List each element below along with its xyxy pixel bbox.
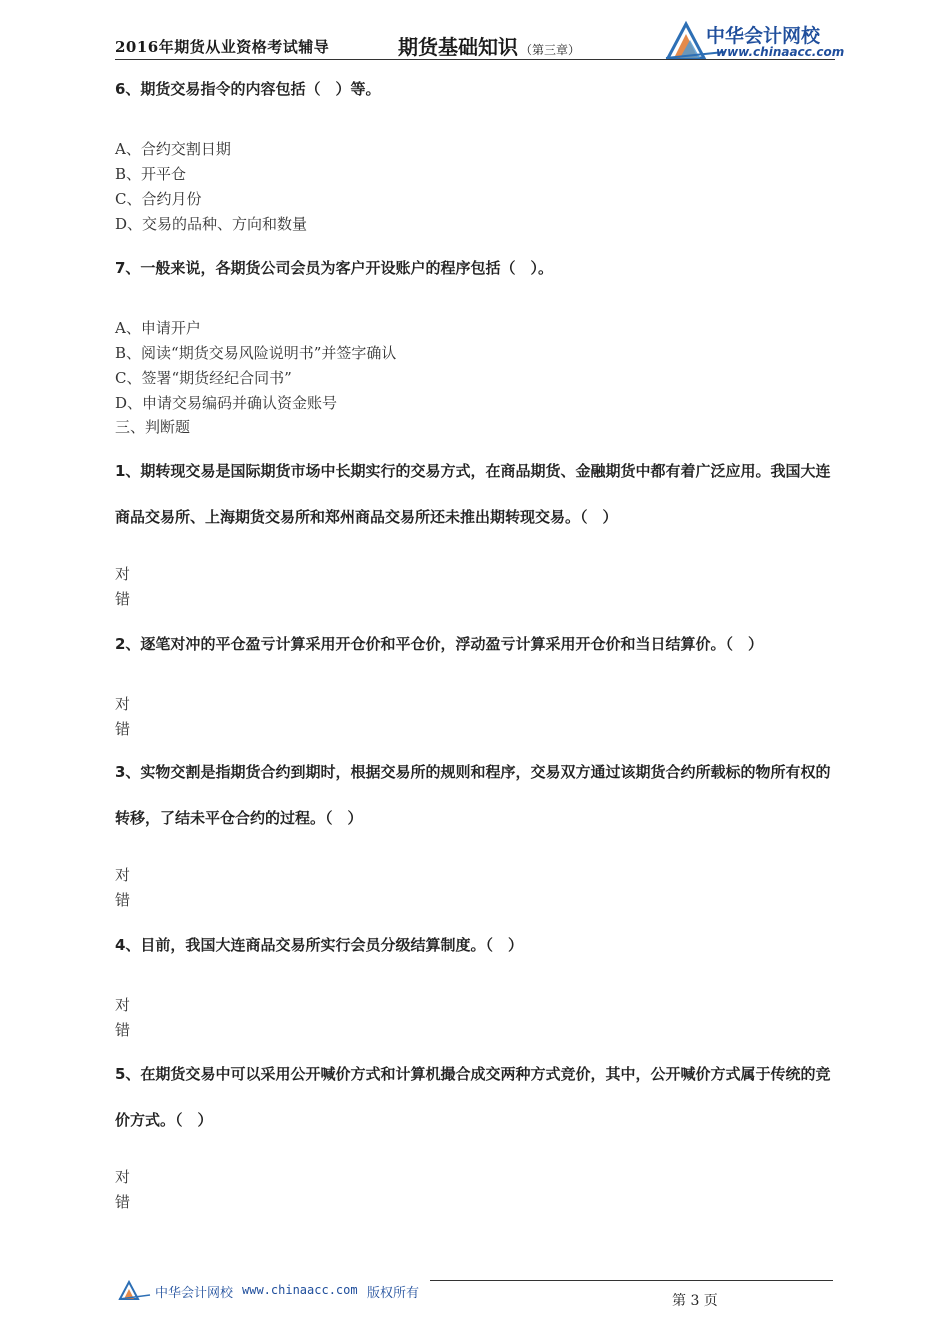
tf5-option-false[interactable]: 错 bbox=[115, 1193, 131, 1211]
tf3-option-true[interactable]: 对 bbox=[115, 866, 131, 884]
tf-question-5: 5、在期货交易中可以采用公开喊价方式和计算机撮合成交两种方式竞价，其中，公开喊价方式属于传统的竞价方式。（ ） bbox=[115, 1065, 831, 1129]
q7-option-a[interactable]: A、申请开户 bbox=[115, 319, 201, 337]
chapter-label: （第三章） bbox=[520, 43, 581, 57]
tf3-option-false[interactable]: 错 bbox=[115, 891, 131, 909]
tf1-option-false[interactable]: 错 bbox=[115, 590, 131, 608]
footer-url-link[interactable]: www.chinaacc.com bbox=[242, 1283, 358, 1297]
q6-option-a[interactable]: A、合约交割日期 bbox=[115, 140, 231, 158]
q6-option-c[interactable]: C、合约月份 bbox=[115, 190, 202, 208]
tf-question-2: 2、逐笔对冲的平仓盈亏计算采用开仓价和平仓价，浮动盈亏计算采用开仓价和当日结算价。（ ） bbox=[115, 635, 763, 653]
q7-option-d[interactable]: D、申请交易编码并确认资金账号 bbox=[115, 394, 338, 412]
q7-option-c[interactable]: C、签署“期货经纪合同书” bbox=[115, 369, 292, 387]
footer-copyright: 版权所有 bbox=[367, 1286, 420, 1301]
q6-option-b[interactable]: B、开平仓 bbox=[115, 165, 187, 183]
page-number: 第 3 页 bbox=[672, 1293, 718, 1309]
tf-question-3: 3、实物交割是指期货合约到期时，根据交易所的规则和程序，交易双方通过该期货合约所载标的物所有权的转移，了结未平仓合约的过程。（ ） bbox=[115, 763, 831, 827]
tf-question-4: 4、目前，我国大连商品交易所实行会员分级结算制度。（ ） bbox=[115, 936, 523, 954]
tf2-option-false[interactable]: 错 bbox=[115, 720, 131, 738]
tf1-option-true[interactable]: 对 bbox=[115, 565, 131, 583]
header-subject-title bbox=[398, 31, 580, 60]
section-heading-true-false: 三、判断题 bbox=[115, 418, 191, 436]
tf2-option-true[interactable]: 对 bbox=[115, 695, 131, 713]
q6-option-d[interactable]: D、交易的品种、方向和数量 bbox=[115, 215, 308, 233]
question-7: 7、一般来说，各期货公司会员为客户开设账户的程序包括（ ）。 bbox=[115, 259, 553, 277]
logo-name: 中华会计网校 bbox=[706, 25, 821, 47]
tf4-option-true[interactable]: 对 bbox=[115, 996, 131, 1014]
tf5-option-true[interactable]: 对 bbox=[115, 1168, 131, 1186]
tf4-option-false[interactable]: 错 bbox=[115, 1021, 131, 1039]
header-exam-title: 2016年期货从业资格考试辅导 bbox=[115, 38, 330, 56]
footer-divider bbox=[430, 1280, 833, 1281]
footer-logo-icon bbox=[118, 1279, 152, 1301]
subject-name: 期货基础知识 bbox=[398, 35, 518, 59]
question-6: 6、期货交易指令的内容包括（ ）等。 bbox=[115, 80, 381, 98]
logo-url: www.chinaacc.com bbox=[716, 45, 845, 59]
header-divider bbox=[115, 59, 835, 60]
footer-site-name: 中华会计网校 bbox=[155, 1286, 234, 1301]
tf-question-1: 1、期转现交易是国际期货市场中长期实行的交易方式，在商品期货、金融期货中都有着广泛应用。我国大连商品交易所、上海期货交易所和郑州商品交易所还未推出期转现交易。（ ） bbox=[115, 462, 831, 526]
q7-option-b[interactable]: B、阅读“期货交易风险说明书”并签字确认 bbox=[115, 344, 397, 362]
